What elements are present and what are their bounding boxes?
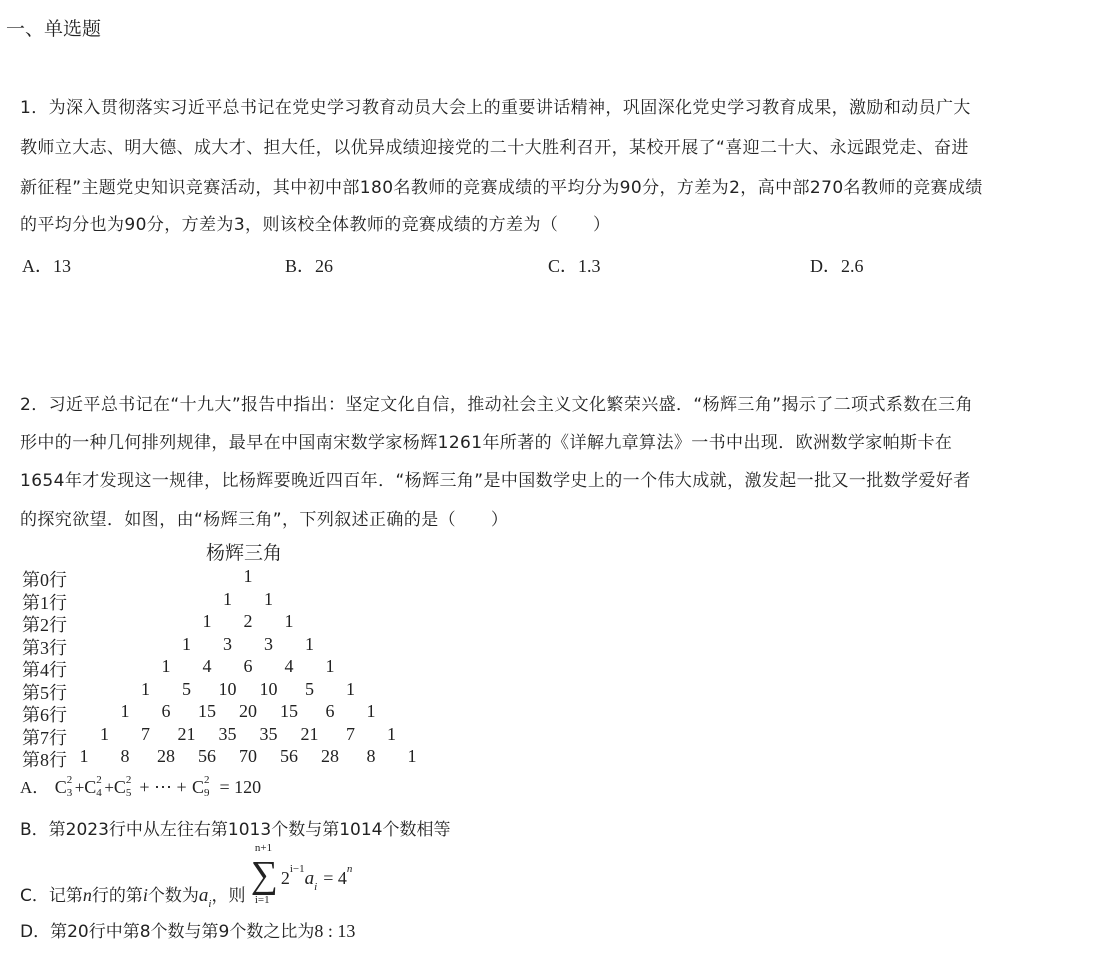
triangle-number: 1 xyxy=(182,633,191,654)
triangle-number: 1 xyxy=(284,611,294,631)
triangle-number: 56 xyxy=(198,746,216,766)
triangle-row-label: 第7行 xyxy=(22,727,67,748)
triangle-number: 1 xyxy=(79,746,89,766)
triangle-number: 1 xyxy=(407,746,417,766)
triangle-number: 8 xyxy=(366,746,376,766)
triangle-number: 35 xyxy=(259,723,278,744)
triangle-number: 28 xyxy=(157,746,175,766)
q1-option-a: A．13 xyxy=(22,256,71,276)
triangle-number: 1 xyxy=(141,678,150,699)
q2-option-c: C．记第n行的第i个数为$a_i$，则 n+1 ∑ i=1 $2^{i-1}a_i = 4^n$ xyxy=(20,842,353,911)
triangle-number: 8 xyxy=(120,746,130,766)
triangle-number: 3 xyxy=(223,633,232,654)
triangle-title: 杨辉三角 xyxy=(206,543,283,564)
combination-term: C 2 3 xyxy=(54,774,73,799)
q2-line: 的探究欲望．如图，由“杨辉三角”，下列叙述正确的是（ ） xyxy=(20,510,509,530)
q2-option-d: D．第20行中第8个数与第9个数之比为8 : 13 xyxy=(20,921,356,942)
triangle-number: 70 xyxy=(239,746,257,766)
q2-line: 形中的一种几何排列规律，最早在中国南宋数学家杨辉1261年所著的《详解九章算法》一书中出现．欧洲数学家帕斯卡在 xyxy=(20,433,953,453)
triangle-number: 35 xyxy=(218,723,237,744)
triangle-number: 5 xyxy=(182,678,191,699)
triangle-row-label: 第1行 xyxy=(22,592,67,613)
q1-option-c: C．1.3 xyxy=(548,256,601,276)
triangle-number: 1 xyxy=(366,701,376,721)
triangle-number: 1 xyxy=(305,633,314,654)
q1-line: 1．为深入贯彻落实习近平总书记在党史学习教育动员大会上的重要讲话精神，巩固深化党史学习教育成果，激励和动员广大 xyxy=(20,98,971,118)
option-a-ellipsis: + ⋯ + xyxy=(139,777,187,797)
triangle-number: 1 xyxy=(223,588,232,609)
triangle-row-label: 第8行 xyxy=(22,750,67,770)
triangle-number: 7 xyxy=(346,723,355,744)
triangle-number: 15 xyxy=(280,701,298,721)
q2-line: 1654年才发现这一规律，比杨辉要晚近四百年．“杨辉三角”是中国数学史上的一个伟大成就，激发起一批又一批数学爱好者 xyxy=(20,471,971,491)
triangle-number: 4 xyxy=(284,656,294,676)
section-title: 一、单选题 xyxy=(6,18,102,40)
triangle-row-label: 第3行 xyxy=(22,637,67,658)
triangle-number: 6 xyxy=(161,701,171,721)
triangle-number: 6 xyxy=(243,656,253,676)
triangle-number: 3 xyxy=(264,633,273,654)
option-a-prefix: A． xyxy=(20,778,50,797)
triangle-number: 1 xyxy=(100,723,109,744)
triangle-row-label: 第0行 xyxy=(22,570,67,590)
option-a-result: = 120 xyxy=(219,777,262,797)
triangle-number: 21 xyxy=(300,723,319,744)
triangle-number: 1 xyxy=(120,701,130,721)
triangle-row-label: 第2行 xyxy=(22,615,67,635)
triangle-number: 6 xyxy=(325,701,335,721)
triangle-number: 56 xyxy=(280,746,298,766)
triangle-number: 10 xyxy=(259,678,278,699)
triangle-number: 28 xyxy=(321,746,339,766)
triangle-number: 1 xyxy=(161,656,171,676)
triangle-number: 2 xyxy=(243,611,253,631)
q2-option-b: B．第2023行中从左往右第1013个数与第1014个数相等 xyxy=(20,820,451,840)
triangle-row-label: 第5行 xyxy=(22,682,67,703)
triangle-number: 4 xyxy=(202,656,212,676)
q2-option-a: A． C 2 3 +C 2 4 +C 2 5 + ⋯ + C 2 9 = 120 xyxy=(20,774,262,799)
combination-term: C 2 4 xyxy=(84,774,102,799)
triangle-number: 7 xyxy=(141,723,150,744)
triangle-number: 1 xyxy=(202,611,212,631)
q1-line: 教师立大志、明大德、成大才、担大任，以优异成绩迎接党的二十大胜利召开，某校开展了“喜迎二十大、永远跟党走、奋进 xyxy=(20,138,969,158)
q1-option-d: D．2.6 xyxy=(810,256,864,276)
triangle-number: 1 xyxy=(243,566,253,586)
triangle-number: 15 xyxy=(198,701,216,721)
triangle-number: 5 xyxy=(305,678,314,699)
triangle-number: 20 xyxy=(239,701,257,721)
option-d-ratio: 8 : 13 xyxy=(314,921,356,941)
triangle-number: 1 xyxy=(264,588,273,609)
triangle-number: 10 xyxy=(218,678,237,699)
triangle-number: 1 xyxy=(325,656,335,676)
q1-option-b: B．26 xyxy=(285,256,334,276)
triangle-number: 1 xyxy=(387,723,396,744)
triangle-row-label: 第4行 xyxy=(22,660,67,680)
combination-term: C 2 9 xyxy=(192,774,210,799)
combination-term: C 2 5 xyxy=(113,774,132,799)
q2-line: 2．习近平总书记在“十九大”报告中指出：坚定文化自信，推动社会主义文化繁荣兴盛．“杨辉三角”揭示了二项式系数在三角 xyxy=(20,395,973,415)
summation-sign: n+1 ∑ i=1 xyxy=(250,842,278,906)
triangle-number: 21 xyxy=(177,723,196,744)
q1-line: 的平均分也为90分，方差为3，则该校全体教师的竞赛成绩的方差为（ ） xyxy=(20,215,611,235)
q1-line: 新征程”主题党史知识竞赛活动，其中初中部180名教师的竞赛成绩的平均分为90分，方差为2，高中部270名教师的竞赛成绩 xyxy=(20,178,983,198)
triangle-number: 1 xyxy=(346,678,355,699)
triangle-row-label: 第6行 xyxy=(22,705,67,725)
